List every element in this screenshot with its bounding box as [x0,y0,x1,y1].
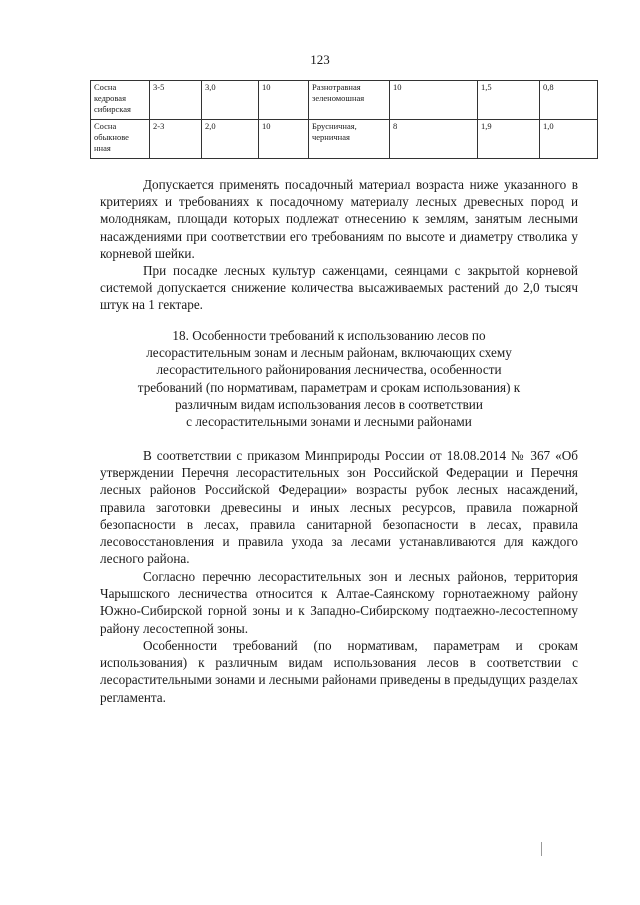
table-cell-species: Сосна кедровая сибирская [91,81,150,120]
table-cell-forest-type: Брусничная, черничная [309,120,390,159]
table-row [91,120,598,159]
table-cell: 8 [390,120,478,159]
table-cell: 10 [390,81,478,120]
heading-line: лесорастительного районирования лесничества, особенности [156,362,502,378]
table-cell: 3-5 [150,81,202,120]
paragraph-regulation: В соответствии с приказом Минприроды России от 18.08.2014 № 367 «Об утверждении Перечня лесорастительных зон Российской Федерации и Перечня лесных районов Российской Федерации» возрасты рубок лесных насаждений, правила заготовки древесины и иных лесных ресурсов, правила пожарной безопасности в лесах, правила санитарной безопасности в лесах, правила лесовосстановления и правила ухода за лесами устанавливаются для каждого лесного района. [100,448,578,567]
paragraph-planting-material: Допускается применять посадочный материал возраста ниже указанного в критериях и требованиях к посадочному материалу лесных древесных пород и молоднякам, площади которых подлежат отнесению к землям, занятым лесными насаждениями при соответствии его требованиям по высоте и диаметру стволика у корневой шейки. [100,177,578,261]
species-table [90,80,598,159]
table-cell: 2,0 [202,120,259,159]
table-row [91,81,598,120]
section-heading [95,327,563,430]
paragraph-planting-density: При посадке лесных культур саженцами, сеянцами с закрытой корневой системой допускается снижение количества высаживаемых растений до 2,0 тысяч штук на 1 гектаре. [100,263,578,313]
heading-line: лесорастительным зонам и лесным районам, включающих схему [146,345,512,361]
paragraph-conclusion: Особенности требований (по нормативам, параметрам и срокам использования) к различным видам использования лесов в соответствии с лесорастительными зонами и лесными районами приведены в предыдущих разделах регламента. [100,638,578,705]
heading-line: требований (по нормативам, параметрам и срокам использования) к [137,379,521,395]
paragraph-zoning: Согласно перечню лесорастительных зон и лесных районов, территория Чарышского лесничества относится к Алтае-Саянскому горнотаежному району Южно-Сибирской горной зоны и к Западно-Сибирскому подтаежно-лесостепному району лесостепной зоны. [100,569,578,636]
table-cell: 1,0 [540,120,598,159]
page-number: 123 [310,52,330,67]
scan-mark [541,842,542,856]
heading-line: 18. Особенности требований к использованию лесов по [172,328,486,343]
table-cell: 3,0 [202,81,259,120]
table-cell: 10 [259,120,309,159]
table-cell-species: Сосна обыкнове нная [91,120,150,159]
table-cell: 10 [259,81,309,120]
heading-line: различным видам использования лесов в соответствии [175,396,483,412]
table-cell: 0,8 [540,81,598,120]
table-cell-forest-type: Разнотравная зеленомошная [309,81,390,120]
heading-line: с лесорастительными зонами и лесными районами [186,414,472,430]
table-cell: 2-3 [150,120,202,159]
table-cell: 1,9 [478,120,540,159]
table-cell: 1,5 [478,81,540,120]
